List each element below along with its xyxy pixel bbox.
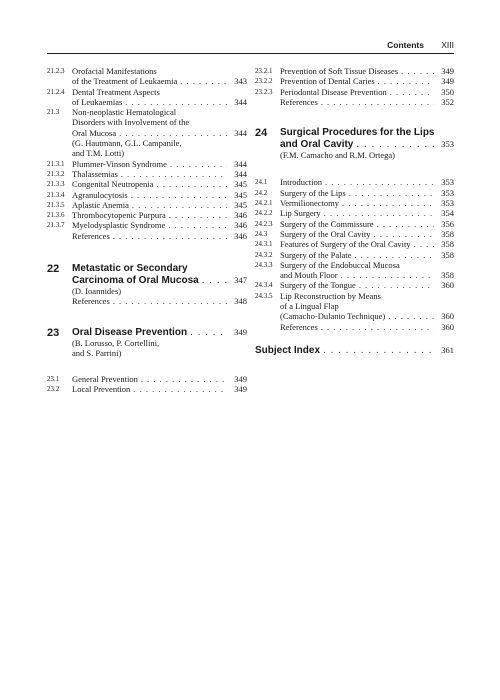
section-number: 21.2.4: [47, 87, 65, 96]
leader-dots: [401, 66, 434, 76]
toc-entry[interactable]: [255, 280, 454, 290]
entry-title: References: [72, 230, 110, 241]
section-number: [255, 322, 280, 332]
page-number: 358: [441, 239, 454, 250]
leader-dots: [113, 231, 227, 241]
leader-dots: [168, 220, 227, 230]
page-number: 353: [441, 177, 454, 188]
page-number: 344: [234, 127, 247, 138]
page-number: 346: [234, 230, 247, 241]
section-number: 21.3.6: [47, 211, 65, 220]
leader-dots: [388, 311, 434, 321]
entry-title: Non-neoplastic Hematological: [72, 107, 177, 118]
toc-left-column: [47, 66, 247, 394]
entry-title: Congenital Neutropenia: [72, 179, 154, 190]
section-number: 24.2: [255, 188, 268, 197]
section-number: 23.2: [47, 385, 60, 394]
chapter-number: 23: [47, 326, 60, 339]
leader-dots: [342, 198, 434, 208]
toc-entry[interactable]: [47, 190, 247, 200]
entry-title: Thrombocytopenic Purpura: [72, 210, 166, 221]
toc-entry[interactable]: [255, 97, 454, 107]
page-number: 344: [234, 96, 247, 107]
page-number: 353: [441, 198, 454, 209]
entry-title: Features of Surgery of the Oral Cavity: [280, 239, 411, 250]
section-number: 24.2.3: [255, 219, 273, 228]
chapter-24-entry[interactable]: [255, 127, 454, 160]
entry-title: and T.M. Lotti): [72, 148, 125, 159]
entry-title: (Camacho-Dulanto Technique): [280, 311, 386, 322]
toc-entry[interactable]: [255, 219, 454, 229]
toc-entry[interactable]: [47, 179, 247, 189]
toc-entry[interactable]: [47, 210, 247, 220]
leader-dots: [321, 97, 434, 107]
entry-title: References: [280, 321, 318, 332]
entry-title: Introduction: [280, 177, 323, 188]
entry-title: Periodontal Disease Prevention: [280, 86, 387, 97]
entry-title: Local Prevention: [72, 384, 131, 395]
chapter-author: and S. Parrini): [72, 348, 122, 359]
toc-entry[interactable]: [255, 66, 454, 76]
toc-entry[interactable]: [47, 87, 247, 108]
leader-dots: [354, 250, 434, 260]
leader-dots: [325, 177, 434, 187]
entry-title: of a Lingual Flap: [280, 301, 339, 312]
entry-title: and Mouth Floor: [280, 270, 338, 281]
entry-title: Surgery of the Tongue: [280, 280, 356, 291]
leader-dots: [414, 239, 434, 249]
leader-dots: [390, 87, 434, 97]
section-number: 24.3.1: [255, 240, 273, 249]
toc-entry[interactable]: [47, 231, 247, 241]
leader-dots: [359, 280, 434, 290]
page-number: 343: [234, 76, 247, 87]
page-number: 344: [234, 158, 247, 169]
chapter-title-line: Surgical Procedures for the Lips: [280, 127, 435, 139]
chapter-title: Oral Disease Prevention: [72, 326, 188, 338]
section-number: [47, 231, 72, 241]
leader-dots: [356, 139, 434, 151]
section-number: 24.2.2: [255, 209, 273, 218]
leader-dots: [377, 219, 434, 229]
page-number: 352: [441, 96, 454, 107]
toc-entry[interactable]: [47, 220, 247, 230]
leader-dots: [156, 179, 227, 189]
chapter-number: 22: [47, 263, 60, 276]
leader-dots: [374, 229, 435, 239]
leader-dots: [202, 275, 227, 287]
leader-dots: [349, 188, 434, 198]
page-number: 349: [234, 384, 247, 395]
entry-title: Plummer-Vinson Syndrome: [72, 158, 167, 169]
section-number: 24.3: [255, 229, 268, 238]
page-number: 354: [441, 208, 454, 219]
toc-entry[interactable]: [47, 159, 247, 169]
entry-title: Agranulocytosis: [72, 189, 128, 200]
page-number: 361: [441, 344, 454, 355]
toc-group-23-continued: [255, 66, 454, 107]
section-number: 23.2.1: [255, 67, 273, 75]
entry-title: References: [280, 96, 318, 107]
leader-dots: [141, 374, 227, 384]
chapter-title-line: Metastatic or Secondary: [72, 263, 188, 275]
leader-dots: [169, 210, 227, 220]
leader-dots: [170, 159, 227, 169]
leader-dots: [131, 190, 227, 200]
leader-dots: [378, 76, 434, 86]
chapter-title-line: Carcinoma of Oral Mucosa: [72, 274, 199, 286]
toc-entry[interactable]: [255, 250, 454, 260]
entry-title: Aplastic Anemia: [72, 199, 129, 210]
entry-title: of Leukaemias: [72, 96, 123, 107]
entry-title: Myelodysplastic Syndrome: [72, 220, 166, 231]
entry-title: General Prevention: [72, 373, 138, 384]
toc-entry[interactable]: [255, 87, 454, 97]
chapter-22-entry[interactable]: [47, 263, 247, 307]
page-number: 345: [234, 189, 247, 200]
entry-title: Lip Reconstruction by Means: [280, 290, 381, 301]
section-number: 21.3.7: [47, 221, 65, 230]
page-number: 360: [441, 321, 454, 332]
entry-title: Surgery of the Commissure: [280, 218, 374, 229]
toc-entry[interactable]: [47, 107, 247, 138]
page-number: 349: [234, 326, 247, 337]
toc-entry[interactable]: [255, 291, 454, 322]
toc-entry[interactable]: [255, 260, 454, 281]
page-number: 349: [441, 76, 454, 87]
section-number: [47, 138, 72, 159]
section-number: 21.2.3: [47, 67, 65, 75]
toc-entry[interactable]: [47, 169, 247, 179]
chapter-23-entry[interactable]: [47, 327, 247, 359]
entry-title: of the Treatment of Leukaemia: [72, 76, 178, 87]
page-number: 344: [234, 168, 247, 179]
toc-right-column: [255, 66, 454, 356]
leader-dots: [323, 345, 434, 357]
page-number: 356: [441, 218, 454, 229]
section-number: 21.3.3: [47, 180, 65, 189]
header-title: Contents: [387, 40, 424, 50]
toc-entry[interactable]: [47, 200, 247, 210]
running-header: [47, 40, 454, 54]
leader-dots: [133, 384, 227, 394]
toc-group-23: [47, 374, 247, 395]
section-number: 24.2.1: [255, 199, 273, 208]
entry-title: Prevention of Soft Tissue Diseases: [280, 66, 399, 76]
toc-group-24: [255, 177, 454, 331]
page-number: 345: [234, 199, 247, 210]
subject-index-entry[interactable]: [255, 345, 454, 357]
section-number: 23.2.2: [255, 77, 273, 86]
entry-title: Lip Surgery: [280, 208, 321, 219]
toc-entry[interactable]: [255, 188, 454, 198]
toc-entry[interactable]: [47, 66, 247, 87]
section-number: 21.3.1: [47, 159, 65, 168]
chapter-author: (B. Lorusso, P. Cortellini,: [72, 338, 160, 349]
entry-title: Dental Treatment Aspects: [72, 86, 160, 97]
leader-dots: [341, 270, 434, 280]
section-number: 21.3.5: [47, 200, 65, 209]
page-number: 349: [234, 373, 247, 384]
page-number: 346: [234, 210, 247, 221]
entry-title: Orofacial Manifestations: [72, 66, 157, 76]
page-number: 347: [234, 274, 247, 285]
page-number: 350: [441, 86, 454, 97]
toc-entry-references[interactable]: [72, 296, 247, 306]
page-number: 348: [234, 296, 247, 307]
entry-title: Surgery of the Endobuccal Mucosa: [280, 259, 400, 270]
entry-title: Surgery of the Oral Cavity: [280, 228, 371, 239]
page-number: 353: [441, 138, 454, 149]
toc-entry[interactable]: [255, 177, 454, 187]
entry-title: Disorders with Involvement of the: [72, 117, 190, 128]
section-number: 24.3.3: [255, 260, 273, 269]
section-number: 24.3.2: [255, 250, 273, 259]
section-number: 24.3.5: [255, 291, 273, 300]
page-number: 346: [234, 220, 247, 231]
section-number: 24.3.4: [255, 281, 273, 290]
chapter-author: (F.M. Camacho and R.M. Ortega): [280, 150, 395, 161]
chapter-author: (D. Ioannides): [72, 286, 122, 297]
page-number: 349: [441, 66, 454, 76]
toc-entry[interactable]: [47, 138, 247, 159]
section-number: 23.1: [47, 374, 60, 383]
entry-title: References: [72, 296, 110, 307]
leader-dots: [113, 296, 227, 306]
chapter-number: 24: [255, 127, 268, 140]
leader-dots: [119, 128, 227, 138]
leader-dots: [125, 97, 227, 107]
section-number: 21.3.4: [47, 190, 65, 199]
section-number: 21.3: [47, 108, 60, 117]
toc-entry[interactable]: [47, 384, 247, 394]
entry-title: Vermilionectomy: [280, 198, 340, 209]
page-number: 345: [234, 179, 247, 190]
page-number: 353: [441, 187, 454, 198]
toc-entry[interactable]: [255, 322, 454, 332]
toc-entry[interactable]: [255, 239, 454, 249]
header-page-number: XIII: [441, 40, 454, 50]
leader-dots: [121, 169, 227, 179]
chapter-title-line: and Oral Cavity: [280, 138, 354, 150]
entry-title: Oral Mucosa: [72, 127, 117, 138]
page-number: 358: [441, 270, 454, 281]
section-number: 23.2.3: [255, 87, 273, 96]
subject-index-title: Subject Index: [255, 344, 321, 356]
page-number: 360: [441, 280, 454, 291]
section-number: [255, 97, 280, 107]
entry-title: Thalassemias: [72, 168, 118, 179]
toc-entry[interactable]: [255, 76, 454, 86]
toc-entry[interactable]: [255, 198, 454, 208]
leader-dots: [132, 200, 227, 210]
toc-entry[interactable]: [255, 229, 454, 239]
leader-dots: [321, 322, 434, 332]
leader-dots: [190, 327, 227, 339]
page-number: 360: [441, 311, 454, 322]
toc-group-21: [47, 66, 247, 241]
entry-title: Prevention of Dental Caries: [280, 76, 375, 87]
toc-entry[interactable]: [47, 374, 247, 384]
toc-entry[interactable]: [255, 208, 454, 218]
section-number: 24.1: [255, 178, 268, 187]
leader-dots: [324, 208, 434, 218]
entry-title: Surgery of the Lips: [280, 187, 346, 198]
entry-title: Surgery of the Palate: [280, 249, 352, 260]
entry-title: (G. Hautmann, G.L. Campanile,: [72, 138, 182, 149]
page-number: 358: [441, 249, 454, 260]
section-number: 21.3.2: [47, 169, 65, 178]
page-number: 358: [441, 228, 454, 239]
leader-dots: [180, 76, 227, 86]
